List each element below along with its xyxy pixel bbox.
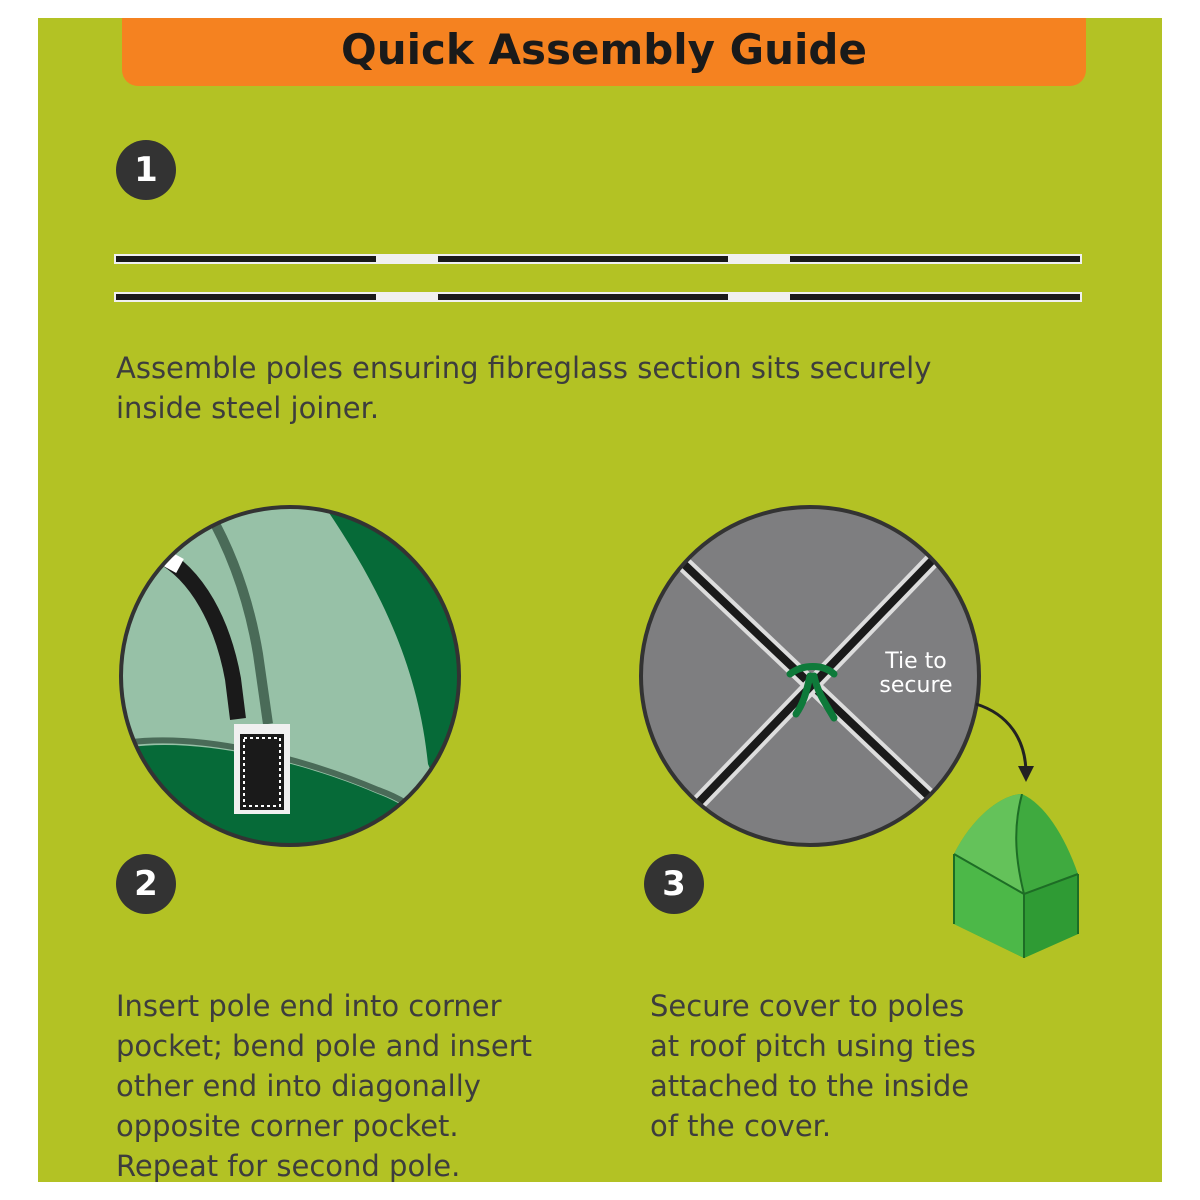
tie-label [856,650,976,698]
text-line: opposite corner pocket. [116,1109,459,1143]
corner-pocket-illustration [118,504,464,850]
step-3-badge: 3 [644,854,704,914]
text-line: Secure cover to poles [650,989,965,1023]
step-2-text [116,986,532,1182]
assembly-guide-panel [38,18,1162,1182]
step-3-text [650,986,976,1146]
label-line: secure [879,673,953,698]
poles-illustration [114,236,1082,308]
greenhouse-icon [944,794,1084,964]
text-line: inside steel joiner. [116,391,380,425]
text-line: Repeat for second pole. [116,1149,461,1182]
corner-pocket [234,724,290,814]
text-line: other end into diagonally [116,1069,481,1103]
step-2-badge: 2 [116,854,176,914]
text-line: pocket; bend pole and insert [116,1029,533,1063]
step-1-badge: 1 [116,140,176,200]
pole-1 [114,254,1082,264]
text-line: at roof pitch using ties [650,1029,976,1063]
text-line: attached to the inside [650,1069,970,1103]
text-line: Insert pole end into corner [116,989,502,1023]
step-1-text [116,348,931,428]
label-line: Tie to [885,649,947,674]
pole-2 [114,292,1082,302]
header-banner [122,18,1086,86]
text-line: Assemble poles ensuring fibreglass section sits securely [116,351,932,385]
page-title: Quick Assembly Guide [341,24,867,74]
arrow-icon [968,694,1048,794]
text-line: of the cover. [650,1109,832,1143]
